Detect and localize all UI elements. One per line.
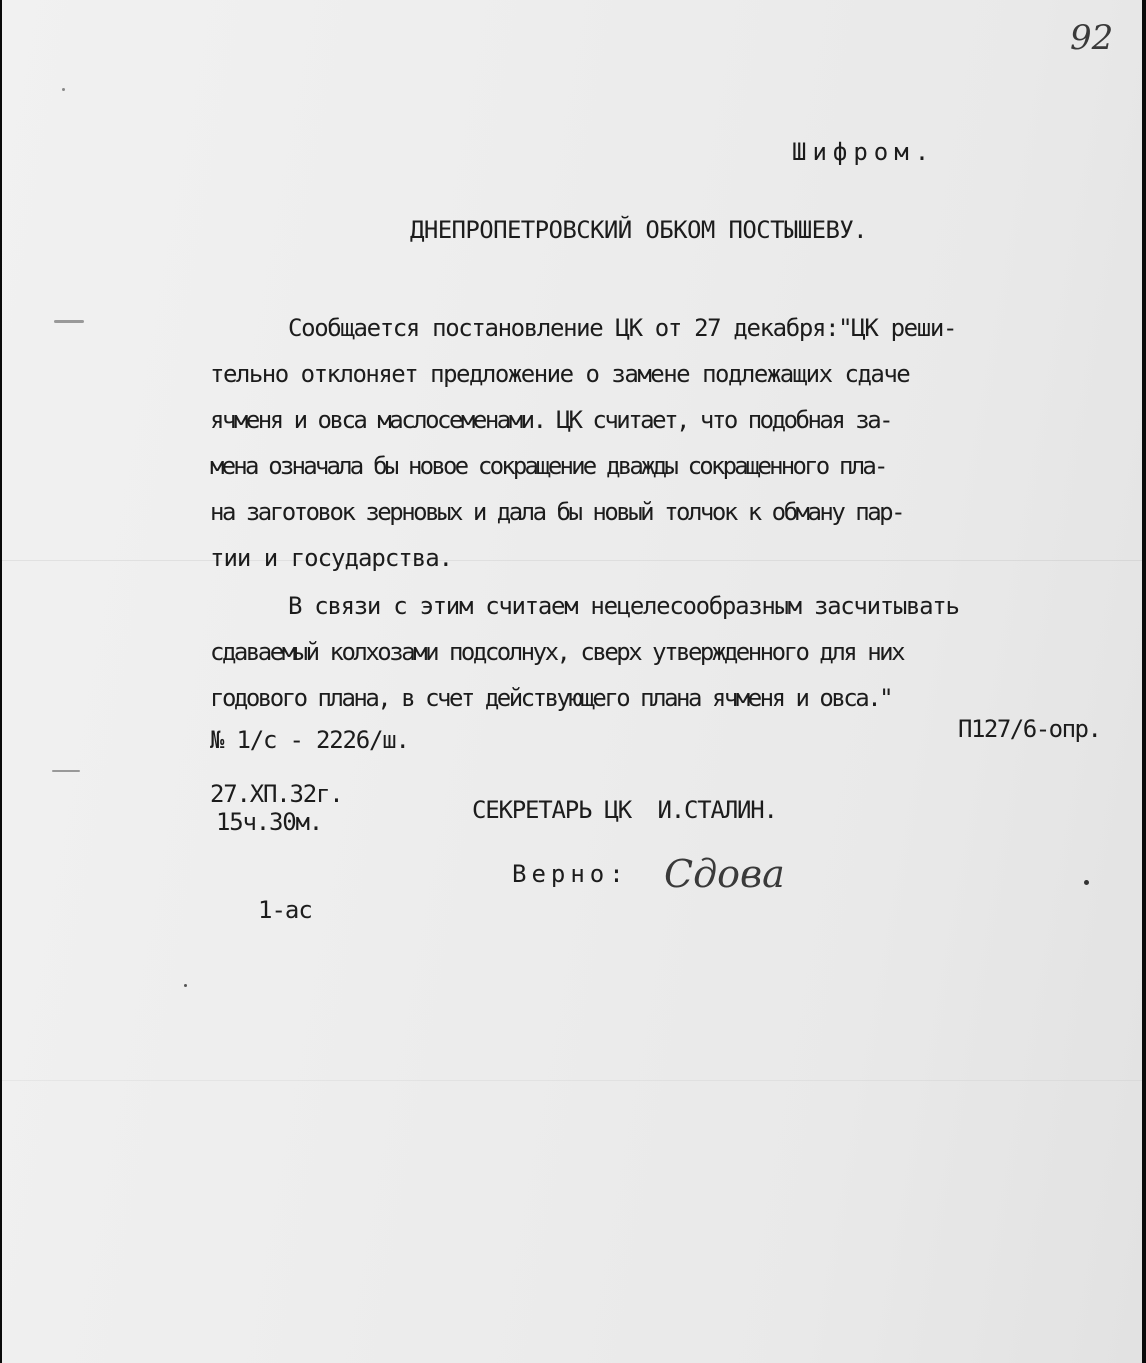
paper-crease	[2, 1080, 1142, 1081]
paper-speck	[52, 770, 80, 772]
body-line: В связи с этим считаем нецелесообразным засчитывать	[288, 592, 959, 620]
cipher-marking: Шифром.	[792, 138, 936, 166]
paper-speck	[62, 88, 65, 91]
paper-speck	[54, 320, 84, 323]
body-line: мена означала бы новое сокращение дважды сокращенного пла-	[210, 452, 886, 480]
body-line: ячменя и овса маслосеменами. ЦК считает, что подобная за-	[210, 406, 892, 434]
paper-speck	[184, 984, 187, 987]
body-line: сдаваемый колхозами подсолнух, сверх утвержденного для них	[210, 638, 904, 666]
paper-crease	[2, 560, 1142, 561]
paper-speck	[1084, 880, 1089, 885]
body-line: на заготовок зерновых и дала бы новый толчок к обману пар-	[210, 498, 904, 526]
body-line: Сообщается постановление ЦК от 27 декабря:"ЦК реши-	[288, 314, 957, 342]
certifier-handwritten-signature: Сдова	[664, 852, 785, 896]
page-number: 92	[1070, 18, 1114, 58]
document-time: 15ч.30м.	[216, 808, 322, 836]
certified-label: Верно:	[512, 860, 629, 888]
signature-line: СЕКРЕТАРЬ ЦК И.СТАЛИН.	[472, 796, 777, 824]
document-page	[2, 0, 1142, 1363]
document-number: № 1/с - 2226/ш.	[210, 726, 409, 754]
document-date: 27.XП.32г.	[210, 780, 343, 808]
body-line: тельно отклоняет предложение о замене подлежащих сдаче	[210, 360, 910, 388]
body-line: тии и государства.	[210, 544, 453, 572]
addressee-line: ДНЕПРОПЕТРОВСКИЙ ОБКОМ ПОСТЫШЕВУ.	[410, 216, 868, 244]
copy-mark: 1-ас	[258, 896, 312, 924]
protocol-reference: П127/6-опр.	[958, 715, 1101, 743]
body-line: годового плана, в счет действующего плана ячменя и овса."	[210, 684, 892, 712]
